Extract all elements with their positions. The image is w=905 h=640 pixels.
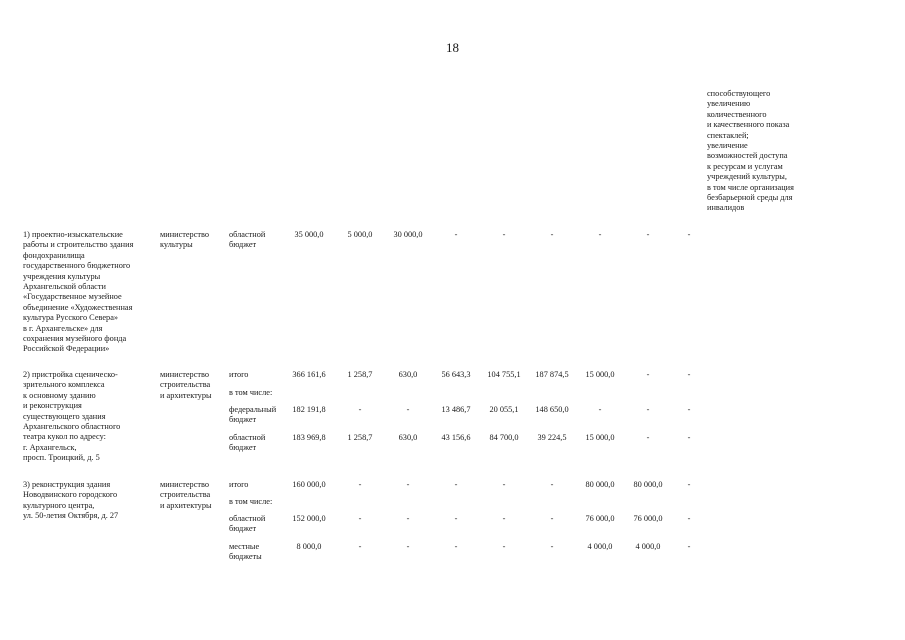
cell-value: 43 156,6 (441, 433, 471, 442)
row-3-line-4-source: местные бюджеты (229, 542, 262, 562)
cell-value: 8 000,0 (296, 542, 322, 551)
cell-value: - (598, 405, 602, 414)
row-2-line-2-source: в том числе: (229, 388, 273, 397)
cell-value: - (646, 230, 650, 239)
cell-value: - (454, 514, 458, 523)
cell-value: 20 055,1 (489, 405, 519, 414)
cell-value: 76 000,0 (633, 514, 663, 523)
cell-value: - (358, 514, 362, 523)
cell-value: 56 643,3 (441, 370, 471, 379)
cell-value: 183 969,8 (292, 433, 326, 442)
cell-value: 366 161,6 (292, 370, 326, 379)
row-3-line-2-source: в том числе: (229, 497, 273, 506)
row-2-line-1-source: итого (229, 370, 249, 379)
row-3-name: 3) реконструкция здания Новодвинского городского культурного центра, ул. 50-летия Октября, д. 27 (23, 480, 119, 521)
cell-value: - (454, 542, 458, 551)
row-2-line-4-source: областной бюджет (229, 433, 266, 453)
cell-value: - (406, 542, 410, 551)
cell-value: 15 000,0 (585, 433, 615, 442)
row-2-name: 2) пристройка сценическо- зрительного комплекса к основному зданию и реконструкция существующего здания Архангельского областного театра кукол по адресу: г. Архангельск, просп. Троицкий, д. 5 (23, 370, 121, 463)
cell-value: 5 000,0 (347, 230, 373, 239)
cell-value: 76 000,0 (585, 514, 615, 523)
cell-value: 630,0 (398, 433, 418, 442)
cell-value: - (550, 542, 554, 551)
cell-value: - (406, 405, 410, 414)
cell-value: - (687, 370, 691, 379)
cell-value: - (687, 230, 691, 239)
cell-value: - (646, 405, 650, 414)
page-number: 18 (446, 40, 459, 55)
cell-value: 1 258,7 (347, 370, 373, 379)
cell-value: 15 000,0 (585, 370, 615, 379)
top-note: способствующего увеличению количественного и качественного показа спектаклей; увеличение возможностей доступа к ресурсам и услугам учреждений культуры, в том числе организация безбарьерной среды для инвалидов (707, 89, 794, 213)
cell-value: 4 000,0 (587, 542, 613, 551)
cell-value: 80 000,0 (585, 480, 615, 489)
cell-value: - (502, 542, 506, 551)
cell-value: - (358, 480, 362, 489)
cell-value: 160 000,0 (292, 480, 326, 489)
cell-value: 104 755,1 (487, 370, 521, 379)
row-2-line-3-source: федеральный бюджет (229, 405, 277, 425)
cell-value: - (502, 480, 506, 489)
cell-value: 35 000,0 (294, 230, 324, 239)
cell-value: - (598, 230, 602, 239)
cell-value: 630,0 (398, 370, 418, 379)
cell-value: 148 650,0 (535, 405, 569, 414)
row-2-executor: министерство строительства и архитектуры (160, 370, 212, 400)
cell-value: - (502, 230, 506, 239)
cell-value: 84 700,0 (489, 433, 519, 442)
row-3-line-1-source: итого (229, 480, 249, 489)
cell-value: - (550, 480, 554, 489)
cell-value: - (502, 514, 506, 523)
cell-value: 30 000,0 (393, 230, 423, 239)
cell-value: - (358, 405, 362, 414)
row-1-name: 1) проектно-изыскательские работы и строительство здания фондохранилища государственного бюджетного учреждения культуры Архангельской области «Государственное музейное объединение «Художественная культура Русского Севера» в г. Архангельске» для сохранения музейного фонда Российской Федерации» (23, 230, 134, 354)
cell-value: - (358, 542, 362, 551)
row-3-line-3-source: областной бюджет (229, 514, 266, 534)
cell-value: - (687, 542, 691, 551)
row-1-executor: министерство культуры (160, 230, 210, 250)
cell-value: - (550, 514, 554, 523)
cell-value: 1 258,7 (347, 433, 373, 442)
cell-value: - (454, 480, 458, 489)
row-1-line-1-source: областной бюджет (229, 230, 266, 250)
cell-value: 152 000,0 (292, 514, 326, 523)
cell-value: - (454, 230, 458, 239)
cell-value: 187 874,5 (535, 370, 569, 379)
row-3-executor: министерство строительства и архитектуры (160, 480, 212, 510)
cell-value: - (406, 480, 410, 489)
cell-value: 182 191,8 (292, 405, 326, 414)
cell-value: - (550, 230, 554, 239)
cell-value: - (687, 433, 691, 442)
cell-value: - (646, 433, 650, 442)
cell-value: 13 486,7 (441, 405, 471, 414)
cell-value: 39 224,5 (537, 433, 567, 442)
cell-value: - (646, 370, 650, 379)
cell-value: - (687, 405, 691, 414)
cell-value: 80 000,0 (633, 480, 663, 489)
cell-value: - (687, 514, 691, 523)
cell-value: - (406, 514, 410, 523)
cell-value: - (687, 480, 691, 489)
cell-value: 4 000,0 (635, 542, 661, 551)
